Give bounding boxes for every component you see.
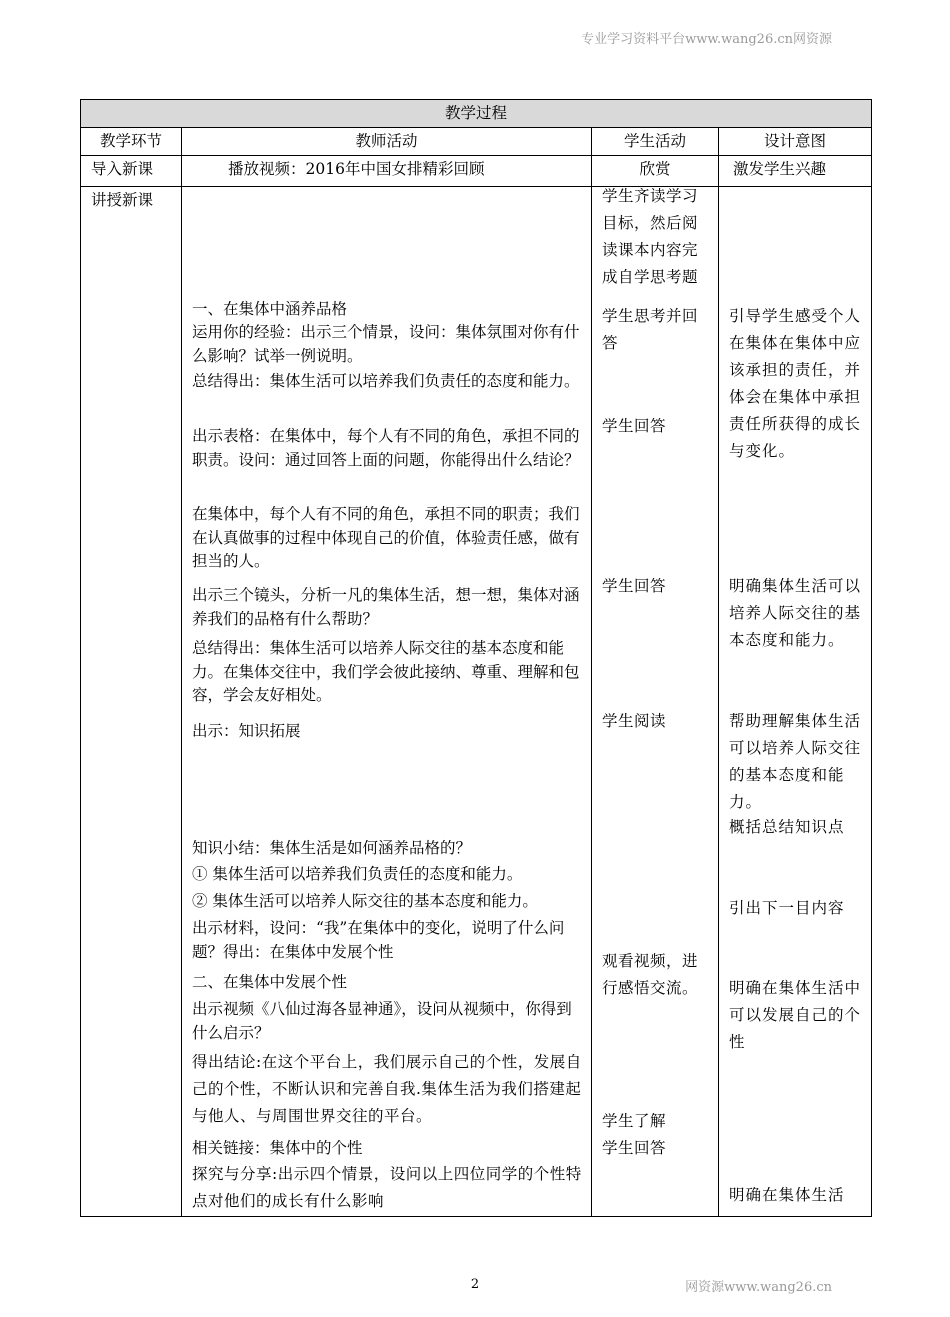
teacher-line: 出示视频《八仙过海各显神通》，设问从视频中，你得到什么启示？ bbox=[192, 1000, 572, 1042]
teaching-process-table bbox=[80, 99, 872, 1217]
student-line: 学生回答 bbox=[602, 577, 667, 595]
student-line: 观看视频，进行感悟交流。 bbox=[602, 952, 699, 997]
student-line: 学生阅读 bbox=[602, 712, 667, 730]
teacher-activity-intro: 播放视频：2016年中国女排精彩回顾 bbox=[182, 156, 592, 187]
table-header-row bbox=[81, 128, 872, 156]
student-line: 学生齐读学习目标，然后阅读课本内容完成自学思考题 bbox=[602, 187, 699, 286]
student-activity-main bbox=[592, 187, 719, 1217]
student-line: 学生回答 bbox=[602, 417, 667, 435]
purpose-line: 明确在集体生活 bbox=[729, 1186, 845, 1204]
student-line: 学生回答 bbox=[602, 1139, 667, 1157]
header-watermark: 专业学习资料平台www.wang26.cn网资源 bbox=[581, 32, 832, 47]
purpose-line: 帮助理解集体生活可以培养人际交往的基本态度和能力。 bbox=[729, 712, 862, 811]
teacher-line: 运用你的经验：出示三个情景，设问：集体氛围对你有什么影响？试举一例说明。 bbox=[192, 323, 580, 365]
teacher-activity-main bbox=[182, 187, 592, 1217]
teacher-line: 在集体中，每个人有不同的角色，承担不同的职责；我们在认真做事的过程中体现自己的价值，体验责任感，做有担当的人。 bbox=[192, 505, 580, 570]
column-header-teacher: 教师活动 bbox=[182, 128, 592, 156]
teacher-line: 出示表格：在集体中，每个人有不同的角色，承担不同的职责。设问：通过回答上面的问题，你能得出什么结论？ bbox=[192, 427, 580, 469]
stage-main-cell bbox=[81, 187, 182, 1217]
purpose-line: 明确集体生活可以培养人际交往的基本态度和能力。 bbox=[729, 577, 862, 649]
teacher-line: 知识小结：集体生活是如何涵养品格的？ bbox=[192, 839, 472, 857]
teacher-line: 出示：知识拓展 bbox=[192, 722, 301, 740]
footer-watermark: 网资源www.wang26.cn bbox=[685, 1280, 832, 1295]
design-purpose-intro: 激发学生兴趣 bbox=[719, 156, 872, 187]
purpose-line: 明确在集体生活中可以发展自己的个性 bbox=[729, 979, 862, 1051]
design-purpose-main bbox=[719, 187, 872, 1217]
teacher-line: ① 集体生活可以培养我们负责任的态度和能力。 bbox=[192, 865, 523, 883]
teacher-line: 探究与分享:出示四个情景，设问以上四位同学的个性特点对他们的成长有什么影响 bbox=[192, 1165, 582, 1210]
teacher-line: 总结得出：集体生活可以培养人际交往的基本态度和能力。在集体交往中，我们学会彼此接纳、尊重、理解和包容，学会友好相处。 bbox=[192, 639, 580, 704]
page-number: 2 bbox=[470, 1277, 480, 1292]
column-header-purpose: 设计意图 bbox=[719, 128, 872, 156]
table-title: 教学过程 bbox=[81, 100, 872, 128]
teacher-line: 二、在集体中发展个性 bbox=[192, 973, 348, 991]
student-line: 学生思考并回答 bbox=[602, 307, 699, 352]
teacher-line: 出示三个镜头，分析一凡的集体生活，想一想，集体对涵养我们的品格有什么帮助？ bbox=[192, 586, 580, 628]
student-line: 学生了解 bbox=[602, 1112, 667, 1130]
teacher-line: 一、在集体中涵养品格 bbox=[192, 300, 348, 318]
table-row-main bbox=[81, 187, 872, 1217]
purpose-line: 概括总结知识点 bbox=[729, 818, 845, 836]
table-row-intro bbox=[81, 156, 872, 187]
teacher-line: 得出结论:在这个平台上，我们展示自己的个性，发展自己的个性，不断认识和完善自我.集体生活为我们搭建起与他人、与周围世界交往的平台。 bbox=[192, 1053, 582, 1125]
stage-main: 讲授新课 bbox=[91, 191, 154, 209]
teacher-line: ② 集体生活可以培养人际交往的基本态度和能力。 bbox=[192, 892, 538, 910]
teacher-line: 相关链接：集体中的个性 bbox=[192, 1139, 363, 1157]
purpose-line: 引出下一目内容 bbox=[729, 899, 845, 917]
teacher-line: 出示材料，设问：“我”在集体中的变化，说明了什么问题？得出：在集体中发展个性 bbox=[192, 919, 565, 961]
teacher-line: 总结得出：集体生活可以培养我们负责任的态度和能力。 bbox=[192, 372, 580, 390]
stage-intro: 导入新课 bbox=[81, 156, 182, 187]
purpose-line: 引导学生感受个人在集体在集体中应该承担的责任，并体会在集体中承担责任所获得的成长与变化。 bbox=[729, 307, 862, 460]
column-header-student: 学生活动 bbox=[592, 128, 719, 156]
column-header-stage: 教学环节 bbox=[81, 128, 182, 156]
student-activity-intro: 欣赏 bbox=[592, 156, 719, 187]
